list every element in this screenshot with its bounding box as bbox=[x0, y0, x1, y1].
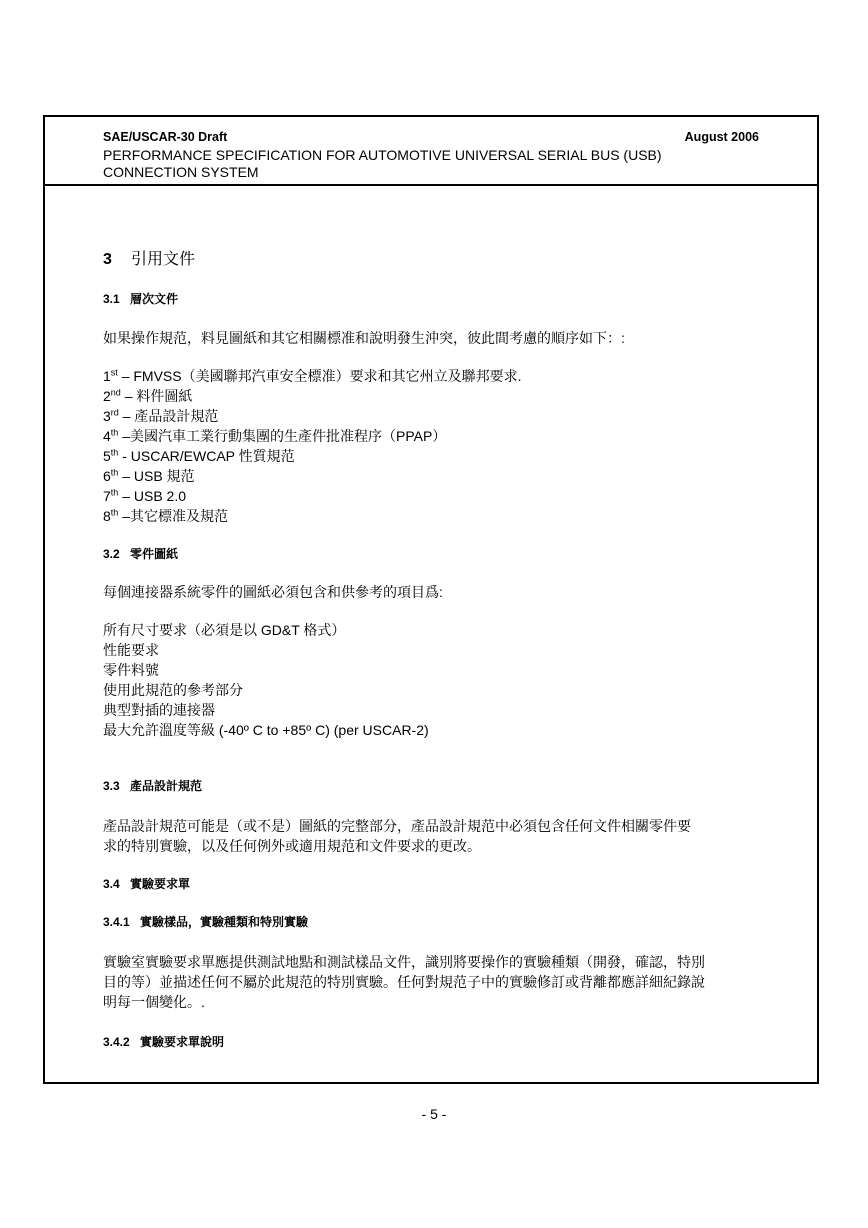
section-3-1-intro: 如果操作規范，料見圖紙和其它相關標准和說明發生沖突，彼此間考慮的順序如下：: bbox=[103, 330, 625, 346]
list-item: 8th –其它標准及規范 bbox=[103, 507, 228, 524]
list-item: 所有尺寸要求（必須是以 GD&T 格式） bbox=[103, 622, 346, 638]
list-item: 零件料號 bbox=[103, 662, 159, 678]
section-number: 3 bbox=[103, 251, 112, 268]
section-title: 引用文件 bbox=[131, 251, 196, 268]
list-item: 2nd – 料件圖紙 bbox=[103, 387, 193, 404]
page-frame bbox=[43, 115, 819, 1084]
section-number: 3.3 bbox=[103, 779, 120, 793]
header-top-line bbox=[103, 130, 759, 144]
section-title: 產品設計規范 bbox=[130, 779, 203, 793]
section-3-1-heading bbox=[103, 290, 178, 307]
section-3-4-1-heading bbox=[103, 913, 308, 930]
section-title: 層次文件 bbox=[130, 292, 179, 306]
section-title: 實驗要求單 bbox=[130, 877, 191, 891]
section-3-2-heading bbox=[103, 545, 178, 562]
section-number: 3.4.2 bbox=[103, 1035, 130, 1049]
list-item: 5th - USCAR/EWCAP 性質規范 bbox=[103, 447, 295, 464]
page-number: - 5 - bbox=[421, 1106, 447, 1122]
list-item: 1st – FMVSS（美國聯邦汽車安全標准）要求和其它州立及聯邦要求. bbox=[103, 367, 522, 384]
doc-date: August 2006 bbox=[684, 130, 759, 144]
list-item: 性能要求 bbox=[103, 642, 159, 658]
section-3-4-heading bbox=[103, 875, 190, 892]
section-3-3-heading bbox=[103, 777, 202, 794]
list-item: 使用此規范的參考部分 bbox=[103, 682, 243, 698]
doc-title bbox=[103, 147, 763, 181]
section-title: 實驗要求單說明 bbox=[140, 1035, 225, 1049]
list-item: 7th – USB 2.0 bbox=[103, 487, 187, 504]
doc-title-line-2: CONNECTION SYSTEM bbox=[103, 164, 259, 180]
section-number: 3.1 bbox=[103, 292, 120, 306]
drawing-items-list bbox=[103, 620, 429, 740]
page-header bbox=[45, 117, 817, 186]
section-number: 3.4 bbox=[103, 877, 120, 891]
section-3-4-2-heading bbox=[103, 1033, 224, 1050]
section-3-2-intro: 每個連接器系統零件的圖紙必須包含和供參考的項目爲: bbox=[103, 584, 443, 600]
section-title: 實驗樣品，實驗種類和特別實驗 bbox=[140, 915, 309, 929]
doc-title-line-1: PERFORMANCE SPECIFICATION FOR AUTOMOTIVE UNIVERSAL SERIAL BUS (USB) bbox=[103, 147, 662, 163]
section-3-heading bbox=[103, 246, 195, 269]
precedence-list bbox=[103, 366, 522, 526]
section-3-3-paragraph: 產品設計規范可能是（或不是）圖紙的完整部分，產品設計規范中必須包含任何文件相關零件要 求的特別實驗，以及任何例外或適用規范和文件要求的更改。 bbox=[103, 818, 691, 854]
list-item: 3rd – 產品設計規范 bbox=[103, 407, 219, 424]
list-item: 最大允許溫度等級 (-40º C to +85º C) (per USCAR-2) bbox=[103, 722, 429, 738]
list-item: 4th –美國汽車工業行動集團的生產件批准程序（PPAP） bbox=[103, 427, 447, 444]
section-number: 3.2 bbox=[103, 547, 120, 561]
section-3-4-1-paragraph: 實驗室實驗要求單應提供測試地點和測試樣品文件，識別將要操作的實驗種類（開發，確認，特別 目的等）並描述任何不屬於此規范的特別實驗。任何對規范子中的實驗修訂或背離都應詳細紀錄說 明每一個變化。. bbox=[103, 954, 705, 1010]
list-item: 6th – USB 規范 bbox=[103, 467, 195, 484]
doc-id: SAE/USCAR-30 Draft bbox=[103, 130, 228, 144]
section-number: 3.4.1 bbox=[103, 915, 130, 929]
list-item: 典型對插的連接器 bbox=[103, 702, 215, 718]
section-title: 零件圖紙 bbox=[130, 547, 179, 561]
